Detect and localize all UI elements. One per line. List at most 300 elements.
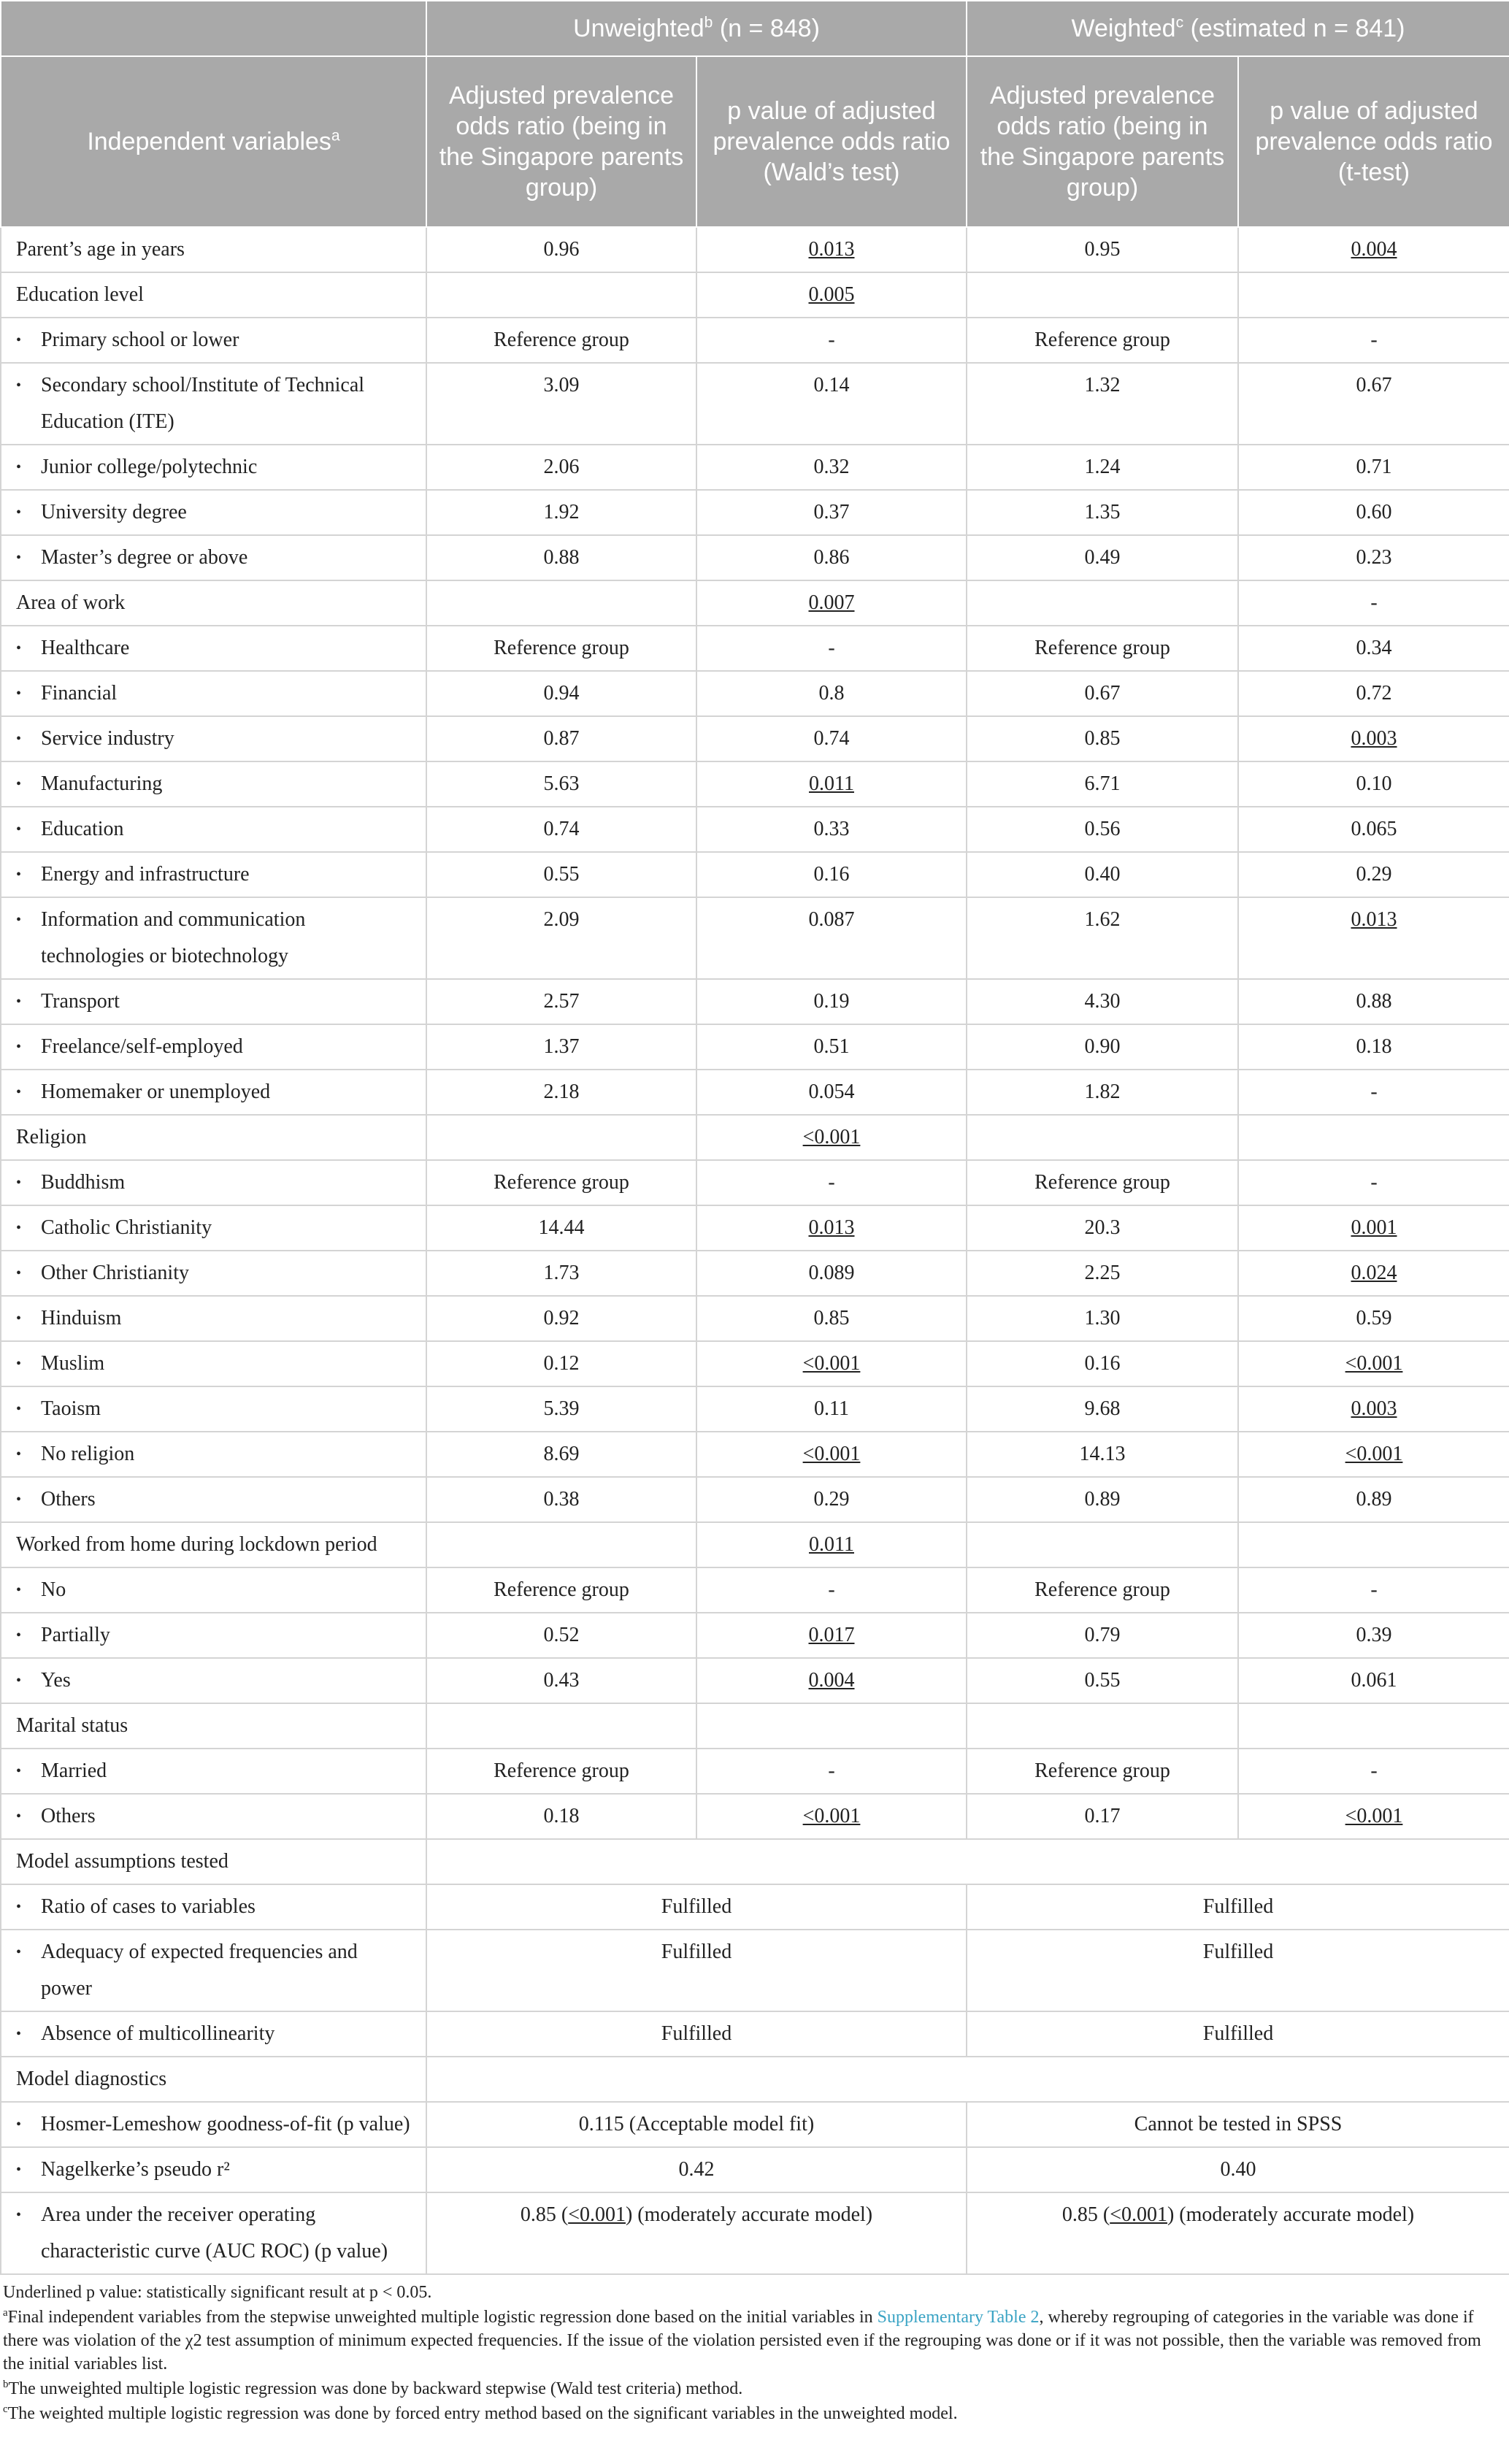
- p-weighted-cell-text: 0.39: [1356, 1624, 1392, 1646]
- category-label-text: University degree: [41, 501, 187, 523]
- category-label: [1, 716, 426, 761]
- category-label-text: No: [41, 1578, 66, 1601]
- p-weighted-cell-text: <0.001: [1345, 1443, 1403, 1465]
- variable-label: Worked from home during lockdown period: [1, 1522, 426, 1567]
- aor-unweighted-cell-text: 0.12: [543, 1352, 580, 1375]
- aor-weighted-cell: [967, 1522, 1238, 1567]
- unweighted-merged-cell-text: 0.42: [678, 2158, 715, 2181]
- header-aor-weighted: Adjusted prevalence odds ratio (being in the Singapore parents group): [967, 56, 1238, 227]
- supplementary-table-link[interactable]: Supplementary Table 2: [877, 2308, 1040, 2327]
- p-unweighted-cell-text: 0.33: [813, 818, 850, 840]
- bullet-icon: •: [16, 377, 22, 394]
- p-weighted-cell: [1238, 535, 1509, 580]
- category-label-text: Secondary school/Institute of Technical Education (ITE): [41, 374, 365, 433]
- table-row: [1, 1930, 1509, 2011]
- bullet-icon: •: [16, 1401, 22, 1417]
- aor-weighted-cell: [967, 1341, 1238, 1386]
- auc-text: 0.85 (: [520, 2203, 569, 2226]
- bullet-icon: •: [16, 459, 22, 475]
- table-row: [1, 626, 1509, 671]
- p-weighted-cell: [1238, 716, 1509, 761]
- p-weighted-cell: [1238, 807, 1509, 852]
- aor-unweighted-cell-text: 14.44: [538, 1216, 585, 1239]
- table-row: [1, 807, 1509, 852]
- category-label: [1, 1567, 426, 1613]
- p-weighted-cell-text: <0.001: [1345, 1805, 1403, 1827]
- aor-weighted-cell: [967, 1703, 1238, 1749]
- header-p-unweighted: p value of adjusted prevalence odds ratio (Wald’s test): [696, 56, 967, 227]
- bullet-icon: •: [16, 1265, 22, 1281]
- aor-weighted-cell: [967, 1115, 1238, 1160]
- aor-unweighted-cell: [426, 445, 696, 490]
- category-label: [1, 445, 426, 490]
- bullet-icon: •: [16, 1492, 22, 1508]
- category-label: [1, 852, 426, 897]
- p-unweighted-cell: [696, 1296, 967, 1341]
- p-unweighted-cell-text: 0.013: [808, 238, 855, 261]
- p-weighted-cell: [1238, 227, 1509, 272]
- aor-unweighted-cell-text: 0.43: [543, 1669, 580, 1692]
- bullet-icon: •: [16, 2162, 22, 2178]
- category-label-text: Other Christianity: [41, 1262, 189, 1284]
- p-weighted-cell: [1238, 897, 1509, 979]
- category-label: [1, 1432, 426, 1477]
- category-label-text: Area under the receiver operating characteristic curve (AUC ROC) (p value): [41, 2203, 388, 2262]
- p-unweighted-cell-text: 0.51: [813, 1035, 850, 1058]
- p-unweighted-cell-text: 0.004: [808, 1669, 855, 1692]
- table-row: [1, 761, 1509, 807]
- category-label-text: Homemaker or unemployed: [41, 1081, 271, 1103]
- p-weighted-cell-text: 0.34: [1356, 637, 1392, 659]
- category-label: [1, 1251, 426, 1296]
- table-row: [1, 1839, 1509, 1884]
- p-unweighted-cell: [696, 318, 967, 363]
- aor-weighted-cell-text: 6.71: [1084, 772, 1121, 795]
- table-row: [1, 227, 1509, 272]
- aor-weighted-cell-text: Reference group: [1034, 637, 1170, 659]
- p-unweighted-cell: [696, 1386, 967, 1432]
- aor-unweighted-cell: [426, 1296, 696, 1341]
- section-label: Model assumptions tested: [1, 1839, 426, 1884]
- aor-weighted-cell-text: 0.16: [1084, 1352, 1121, 1375]
- bullet-icon: •: [16, 1673, 22, 1689]
- p-unweighted-cell: [696, 580, 967, 626]
- aor-weighted-cell-text: 0.17: [1084, 1805, 1121, 1827]
- table-row: [1, 1794, 1509, 1839]
- table-row: [1, 1251, 1509, 1296]
- aor-weighted-cell-text: 1.35: [1084, 501, 1121, 523]
- variable-label: Marital status: [1, 1703, 426, 1749]
- bullet-icon: •: [16, 776, 22, 792]
- table-row: [1, 318, 1509, 363]
- category-label: [1, 1341, 426, 1386]
- table-row: [1, 852, 1509, 897]
- category-label: [1, 671, 426, 716]
- aor-weighted-cell-text: 1.82: [1084, 1081, 1121, 1103]
- category-label: [1, 761, 426, 807]
- category-label-text: Others: [41, 1805, 96, 1827]
- aor-unweighted-cell-text: Reference group: [494, 637, 629, 659]
- category-label-text: Energy and infrastructure: [41, 863, 250, 886]
- p-unweighted-cell: [696, 1070, 967, 1115]
- aor-unweighted-cell-text: 2.18: [543, 1081, 580, 1103]
- aor-unweighted-cell: [426, 490, 696, 535]
- p-unweighted-cell-text: <0.001: [802, 1126, 861, 1148]
- category-label-text: Ratio of cases to variables: [41, 1895, 256, 1918]
- footnote-b: $^b$The unweighted multiple logistic regression was done by backward stepwise (Wald test criteria) method.: [3, 2379, 743, 2398]
- category-label: [1, 1386, 426, 1432]
- aor-weighted-cell-text: 1.30: [1084, 1307, 1121, 1329]
- aor-unweighted-cell: [426, 1522, 696, 1567]
- category-label-text: Yes: [41, 1669, 71, 1692]
- p-unweighted-cell: [696, 1658, 967, 1703]
- p-weighted-cell: [1238, 1613, 1509, 1658]
- aor-unweighted-cell-text: 0.96: [543, 238, 580, 261]
- p-weighted-cell-text: -: [1370, 1759, 1378, 1782]
- aor-weighted-cell-text: Reference group: [1034, 1578, 1170, 1601]
- aor-unweighted-cell-text: 1.73: [543, 1262, 580, 1284]
- p-weighted-cell-text: 0.003: [1351, 1397, 1397, 1420]
- aor-unweighted-cell: [426, 318, 696, 363]
- aor-weighted-cell-text: 0.85: [1084, 727, 1121, 750]
- p-unweighted-cell: [696, 1432, 967, 1477]
- category-label: [1, 626, 426, 671]
- aor-weighted-cell-text: Reference group: [1034, 1171, 1170, 1194]
- unweighted-merged-cell-text: 0.115 (Acceptable model fit): [578, 2113, 815, 2135]
- category-label-text: Education: [41, 818, 124, 840]
- p-weighted-cell: [1238, 1658, 1509, 1703]
- p-weighted-cell: [1238, 1070, 1509, 1115]
- aor-weighted-cell: [967, 1205, 1238, 1251]
- p-unweighted-cell: [696, 1522, 967, 1567]
- aor-weighted-cell-text: 0.56: [1084, 818, 1121, 840]
- aor-unweighted-cell-text: 2.57: [543, 990, 580, 1013]
- p-unweighted-cell-text: <0.001: [802, 1443, 861, 1465]
- aor-unweighted-cell: [426, 671, 696, 716]
- table-row: [1, 979, 1509, 1024]
- p-unweighted-cell: [696, 1794, 967, 1839]
- p-unweighted-cell: [696, 490, 967, 535]
- variable-label: Religion: [1, 1115, 426, 1160]
- aor-weighted-cell: [967, 716, 1238, 761]
- auc-text: <0.001: [1110, 2203, 1167, 2226]
- table-row: [1, 1522, 1509, 1567]
- p-weighted-cell-text: 0.18: [1356, 1035, 1392, 1058]
- aor-unweighted-cell: [426, 1386, 696, 1432]
- category-label-text: Manufacturing: [41, 772, 163, 795]
- p-unweighted-cell-text: 0.85: [813, 1307, 850, 1329]
- bullet-icon: •: [16, 821, 22, 837]
- aor-unweighted-cell: [426, 1477, 696, 1522]
- p-weighted-cell: [1238, 1477, 1509, 1522]
- header-aor-unweighted: Adjusted prevalence odds ratio (being in the Singapore parents group): [426, 56, 696, 227]
- p-weighted-cell-text: 0.10: [1356, 772, 1392, 795]
- category-label-text: Catholic Christianity: [41, 1216, 212, 1239]
- bullet-icon: •: [16, 550, 22, 566]
- aor-weighted-cell: [967, 318, 1238, 363]
- p-weighted-cell-text: 0.72: [1356, 682, 1392, 705]
- category-label-text: Information and communication technologies or biotechnology: [41, 908, 306, 967]
- category-label: [1, 1477, 426, 1522]
- bullet-icon: •: [16, 1220, 22, 1236]
- aor-unweighted-cell: [426, 761, 696, 807]
- bullet-icon: •: [16, 1446, 22, 1462]
- p-unweighted-cell-text: 0.14: [813, 374, 850, 396]
- p-weighted-cell: [1238, 1386, 1509, 1432]
- aor-unweighted-cell-text: 5.63: [543, 772, 580, 795]
- p-weighted-cell: [1238, 1432, 1509, 1477]
- aor-unweighted-cell: [426, 1205, 696, 1251]
- p-unweighted-cell-text: 0.86: [813, 546, 850, 569]
- aor-weighted-cell-text: 2.25: [1084, 1262, 1121, 1284]
- p-unweighted-cell-text: 0.19: [813, 990, 850, 1013]
- aor-unweighted-cell: [426, 626, 696, 671]
- p-unweighted-cell-text: -: [828, 637, 835, 659]
- aor-unweighted-cell: [426, 1658, 696, 1703]
- category-label-text: Financial: [41, 682, 118, 705]
- aor-unweighted-cell: [426, 227, 696, 272]
- bullet-icon: •: [16, 1763, 22, 1779]
- bullet-icon: •: [16, 1944, 22, 1960]
- p-unweighted-cell-text: 0.017: [808, 1624, 855, 1646]
- table-row: [1, 2147, 1509, 2192]
- table-row: [1, 363, 1509, 445]
- p-unweighted-cell-text: -: [828, 1578, 835, 1601]
- aor-weighted-cell: [967, 1477, 1238, 1522]
- table-row: [1, 1658, 1509, 1703]
- p-unweighted-cell: [696, 1477, 967, 1522]
- auc-text: 0.85 (: [1061, 2203, 1110, 2226]
- table-row: [1, 897, 1509, 979]
- category-label: [1, 897, 426, 979]
- p-unweighted-cell: [696, 1160, 967, 1205]
- auc-text: <0.001: [568, 2203, 626, 2226]
- p-weighted-cell: [1238, 1205, 1509, 1251]
- table-row: [1, 1024, 1509, 1070]
- table-row: [1, 1432, 1509, 1477]
- table-row: [1, 1115, 1509, 1160]
- p-weighted-cell: [1238, 318, 1509, 363]
- table-row: [1, 2011, 1509, 2057]
- bullet-icon: •: [16, 1627, 22, 1643]
- category-label: [1, 807, 426, 852]
- p-weighted-cell-text: 0.065: [1351, 818, 1397, 840]
- aor-unweighted-cell-text: Reference group: [494, 1171, 629, 1194]
- category-label-text: Married: [41, 1759, 107, 1782]
- p-weighted-cell: [1238, 1794, 1509, 1839]
- p-unweighted-cell-text: 0.011: [809, 772, 854, 795]
- bullet-icon: •: [16, 686, 22, 702]
- p-unweighted-cell: [696, 227, 967, 272]
- p-unweighted-cell: [696, 1567, 967, 1613]
- aor-unweighted-cell-text: 0.38: [543, 1488, 580, 1511]
- aor-unweighted-cell-text: 0.87: [543, 727, 580, 750]
- p-weighted-cell: [1238, 626, 1509, 671]
- aor-unweighted-cell: [426, 363, 696, 445]
- table-row: [1, 716, 1509, 761]
- bullet-icon: •: [16, 1310, 22, 1327]
- p-unweighted-cell-text: -: [828, 1171, 835, 1194]
- p-unweighted-cell-text: 0.32: [813, 456, 850, 478]
- p-unweighted-cell: [696, 979, 967, 1024]
- category-label: [1, 2011, 426, 2057]
- category-label-text: Service industry: [41, 727, 174, 750]
- aor-unweighted-cell-text: 2.09: [543, 908, 580, 931]
- auc-text: ) (moderately accurate model): [1167, 2203, 1415, 2226]
- category-label-text: Primary school or lower: [41, 329, 239, 351]
- category-label: [1, 318, 426, 363]
- p-weighted-cell: [1238, 979, 1509, 1024]
- p-weighted-cell: [1238, 1749, 1509, 1794]
- p-weighted-cell-text: 0.59: [1356, 1307, 1392, 1329]
- bullet-icon: •: [16, 994, 22, 1010]
- aor-weighted-cell: [967, 1024, 1238, 1070]
- aor-unweighted-cell: [426, 852, 696, 897]
- weighted-auc-cell: [967, 2192, 1509, 2274]
- aor-weighted-cell-text: 0.55: [1084, 1669, 1121, 1692]
- unweighted-merged-cell-text: Fulfilled: [661, 2022, 732, 2045]
- bullet-icon: •: [16, 504, 22, 521]
- table-row: [1, 2102, 1509, 2147]
- unweighted-merged-cell: [426, 1884, 967, 1930]
- aor-unweighted-cell: [426, 1251, 696, 1296]
- bullet-icon: •: [16, 2116, 22, 2133]
- category-label-text: Muslim: [41, 1352, 105, 1375]
- table-footnotes: [0, 2275, 1509, 2425]
- aor-weighted-cell-text: 4.30: [1084, 990, 1121, 1013]
- unweighted-merged-cell: [426, 2102, 967, 2147]
- aor-weighted-cell-text: 1.32: [1084, 374, 1121, 396]
- aor-unweighted-cell-text: 0.52: [543, 1624, 580, 1646]
- aor-weighted-cell: [967, 1070, 1238, 1115]
- p-unweighted-cell: [696, 1251, 967, 1296]
- p-weighted-cell-text: 0.003: [1351, 727, 1397, 750]
- underline-note: Underlined p value: statistically significant result at p < 0.05.: [3, 2283, 432, 2302]
- aor-unweighted-cell: [426, 1160, 696, 1205]
- aor-weighted-cell: [967, 979, 1238, 1024]
- table-row: [1, 580, 1509, 626]
- p-unweighted-cell: [696, 363, 967, 445]
- variable-label: Education level: [1, 272, 426, 318]
- p-weighted-cell-text: 0.013: [1351, 908, 1397, 931]
- aor-weighted-cell: [967, 807, 1238, 852]
- p-unweighted-cell: [696, 626, 967, 671]
- aor-unweighted-cell: [426, 1703, 696, 1749]
- table-row: [1, 2057, 1509, 2102]
- category-label-text: Junior college/polytechnic: [41, 456, 258, 478]
- aor-unweighted-cell-text: 0.74: [543, 818, 580, 840]
- p-unweighted-cell-text: 0.005: [808, 283, 855, 306]
- aor-weighted-cell-text: 0.67: [1084, 682, 1121, 705]
- p-unweighted-cell: [696, 761, 967, 807]
- p-weighted-cell-text: -: [1370, 1578, 1378, 1601]
- p-weighted-cell: [1238, 490, 1509, 535]
- table-row: [1, 1296, 1509, 1341]
- category-label: [1, 1749, 426, 1794]
- p-unweighted-cell-text: 0.8: [818, 682, 845, 705]
- p-weighted-cell-text: 0.71: [1356, 456, 1392, 478]
- table-row: [1, 1070, 1509, 1115]
- bullet-icon: •: [16, 1084, 22, 1100]
- header-independent-variables: Independent variables$^a$: [1, 56, 426, 227]
- p-weighted-cell-text: 0.29: [1356, 863, 1392, 886]
- p-weighted-cell: [1238, 1296, 1509, 1341]
- bullet-icon: •: [16, 867, 22, 883]
- aor-unweighted-cell: [426, 1613, 696, 1658]
- p-weighted-cell-text: 0.60: [1356, 501, 1392, 523]
- header-p-weighted: p value of adjusted prevalence odds ratio (t-test): [1238, 56, 1509, 227]
- weighted-merged-cell-text: Fulfilled: [1202, 1895, 1274, 1918]
- p-unweighted-cell-text: 0.29: [813, 1488, 850, 1511]
- p-weighted-cell-text: 0.67: [1356, 374, 1392, 396]
- category-label-text: Freelance/self-employed: [41, 1035, 243, 1058]
- weighted-merged-cell-text: Fulfilled: [1202, 2022, 1274, 2045]
- aor-weighted-cell: [967, 1749, 1238, 1794]
- aor-unweighted-cell-text: 0.88: [543, 546, 580, 569]
- p-unweighted-cell-text: 0.74: [813, 727, 850, 750]
- category-label: [1, 979, 426, 1024]
- p-unweighted-cell: [696, 535, 967, 580]
- aor-unweighted-cell-text: 0.55: [543, 863, 580, 886]
- table-row: [1, 272, 1509, 318]
- aor-weighted-cell-text: 0.95: [1084, 238, 1121, 261]
- weighted-merged-cell: [967, 2147, 1509, 2192]
- aor-unweighted-cell-text: Reference group: [494, 1578, 629, 1601]
- category-label-text: Absence of multicollinearity: [41, 2022, 275, 2045]
- p-weighted-cell: [1238, 1567, 1509, 1613]
- p-weighted-cell: [1238, 580, 1509, 626]
- aor-weighted-cell: [967, 626, 1238, 671]
- p-unweighted-cell: [696, 1749, 967, 1794]
- p-weighted-cell-text: -: [1370, 1081, 1378, 1103]
- aor-weighted-cell: [967, 1160, 1238, 1205]
- p-weighted-cell-text: 0.004: [1351, 238, 1397, 261]
- p-unweighted-cell-text: -: [828, 329, 835, 351]
- bullet-icon: •: [16, 1582, 22, 1598]
- unweighted-merged-cell: [426, 2011, 967, 2057]
- auc-text: ) (moderately accurate model): [625, 2203, 873, 2226]
- weighted-merged-cell: [967, 2102, 1509, 2147]
- p-weighted-cell: [1238, 1024, 1509, 1070]
- footnote-c: $^c$The weighted multiple logistic regression was done by forced entry method based on the significant variables in the unweighted model.: [3, 2403, 958, 2423]
- category-label-text: Adequacy of expected frequencies and power: [41, 1941, 358, 2000]
- category-label: [1, 1024, 426, 1070]
- p-unweighted-cell: [696, 445, 967, 490]
- p-weighted-cell-text: 0.23: [1356, 546, 1392, 569]
- p-weighted-cell: [1238, 852, 1509, 897]
- p-weighted-cell-text: <0.001: [1345, 1352, 1403, 1375]
- bullet-icon: •: [16, 2207, 22, 2223]
- category-label: [1, 2192, 426, 2274]
- aor-weighted-cell-text: 20.3: [1084, 1216, 1121, 1239]
- table-row: [1, 535, 1509, 580]
- aor-weighted-cell-text: 1.24: [1084, 456, 1121, 478]
- p-unweighted-cell-text: 0.11: [814, 1397, 849, 1420]
- p-unweighted-cell: [696, 852, 967, 897]
- aor-unweighted-cell: [426, 1432, 696, 1477]
- category-label-text: Hosmer-Lemeshow goodness-of-fit (p value): [41, 2113, 410, 2135]
- category-label-text: Buddhism: [41, 1171, 126, 1194]
- weighted-merged-cell-text: Fulfilled: [1202, 1941, 1274, 1963]
- aor-weighted-cell: [967, 272, 1238, 318]
- table-row: [1, 445, 1509, 490]
- table-row: [1, 1613, 1509, 1658]
- aor-unweighted-cell-text: 2.06: [543, 456, 580, 478]
- aor-weighted-cell: [967, 580, 1238, 626]
- category-label: [1, 1160, 426, 1205]
- p-weighted-cell: [1238, 363, 1509, 445]
- p-weighted-cell: [1238, 445, 1509, 490]
